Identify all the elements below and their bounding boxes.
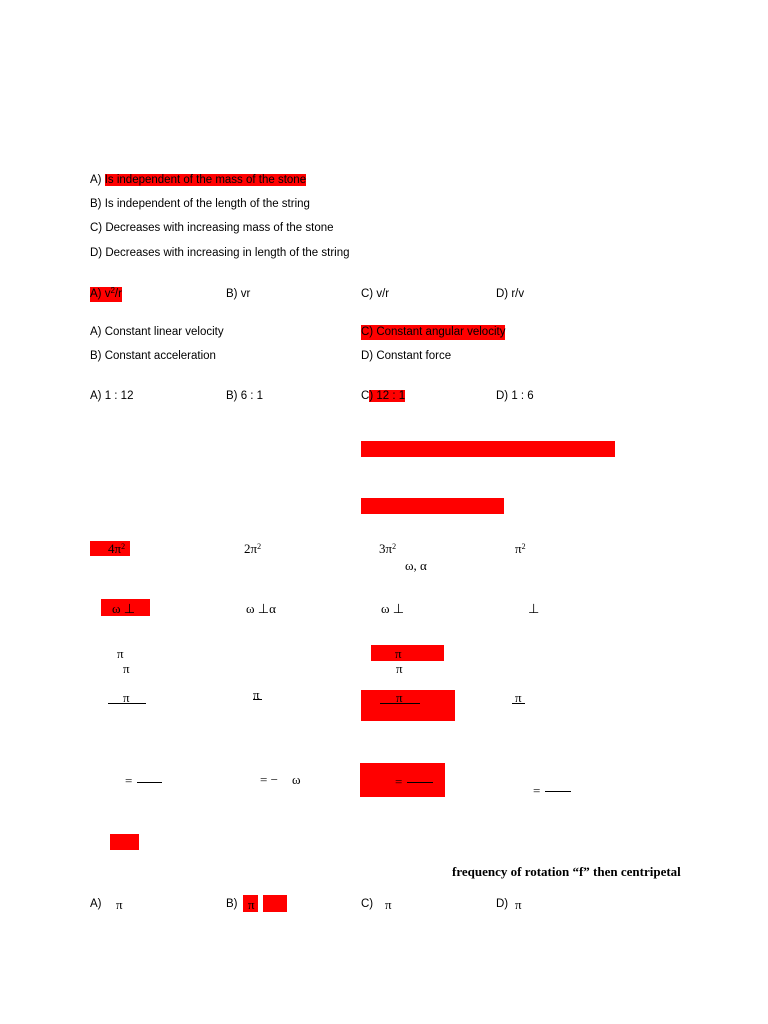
q10-option-a-label: A) bbox=[90, 898, 102, 910]
q8-option-b-pi: π bbox=[253, 687, 260, 702]
q6-option-b: ω ⊥α bbox=[246, 601, 276, 616]
highlight-bar bbox=[110, 834, 139, 850]
q6-option-a: ω ⊥ bbox=[112, 601, 136, 616]
q5-option-a bbox=[90, 541, 130, 556]
q8-option-a-pi: π bbox=[123, 690, 130, 705]
q1-option-a-answer: Is independent of the mass of the stone bbox=[104, 174, 307, 186]
q10-option-a-pi: π bbox=[116, 897, 123, 912]
q5-option-b-main: 2π bbox=[244, 541, 258, 556]
q2-option-c: C) v/r bbox=[361, 288, 390, 300]
q5-option-a-main: 4π bbox=[108, 541, 122, 556]
highlight-bar bbox=[361, 441, 615, 457]
q1-option-a bbox=[90, 173, 306, 188]
q8-option-c-pi: π bbox=[396, 690, 403, 705]
q5-option-c-exp: 2 bbox=[392, 542, 397, 551]
q7-option-a-pi: π bbox=[117, 646, 124, 661]
q8-option-d-pi: π bbox=[515, 690, 522, 705]
q10-option-b-pi: π bbox=[248, 897, 255, 912]
q1-option-b: B) Is independent of the length of the string bbox=[90, 198, 310, 210]
q7-option-c-pi: π bbox=[395, 646, 402, 661]
q5-option-d-main: π bbox=[515, 541, 522, 556]
q10-option-b-label: B) bbox=[226, 898, 238, 910]
fraction-line bbox=[137, 782, 162, 783]
q10-option-c-pi: π bbox=[385, 897, 392, 912]
q6-option-d: ⊥ bbox=[528, 601, 540, 616]
q9-option-b-omega: ω bbox=[292, 772, 301, 787]
q4-option-c-answer: ) 12 : 1 bbox=[369, 390, 406, 402]
q10-stem: frequency of rotation “f” then centripetal bbox=[452, 864, 681, 879]
fraction-line bbox=[512, 703, 525, 704]
q1-option-a-label: A) bbox=[90, 174, 105, 186]
highlight-bar bbox=[361, 498, 504, 514]
q6-stem-symbols: ω, α bbox=[405, 558, 427, 573]
fraction-line bbox=[253, 699, 262, 700]
q5-option-b-exp: 2 bbox=[257, 542, 262, 551]
fraction-line bbox=[407, 782, 433, 783]
q5-option-c bbox=[379, 541, 396, 556]
q9-option-c-highlight bbox=[360, 763, 445, 797]
q7-option-c-highlight bbox=[371, 645, 444, 661]
q3-option-c: C) Constant angular velocity bbox=[361, 326, 506, 338]
q2-option-a bbox=[90, 287, 122, 302]
q1-option-c: C) Decreases with increasing mass of the stone bbox=[90, 222, 334, 234]
q7-option-a-pi: π bbox=[123, 661, 130, 676]
q10-option-b-highlight bbox=[263, 895, 287, 912]
q4-option-c bbox=[361, 389, 405, 404]
fraction-line bbox=[380, 703, 420, 704]
q5-option-c-main: 3π bbox=[379, 541, 393, 556]
q4-option-a: A) 1 : 12 bbox=[90, 390, 134, 402]
q10-option-c-label: C) bbox=[361, 898, 374, 910]
q9-option-c-equals: = bbox=[395, 774, 403, 789]
q4-option-b: B) 6 : 1 bbox=[226, 390, 264, 402]
q3-option-b: B) Constant acceleration bbox=[90, 350, 216, 362]
q3-option-a: A) Constant linear velocity bbox=[90, 326, 224, 338]
q5-option-b bbox=[244, 541, 261, 556]
q10-option-d-label: D) bbox=[496, 898, 509, 910]
q3-option-d: D) Constant force bbox=[361, 350, 452, 362]
q7-option-c-pi: π bbox=[396, 661, 403, 676]
q2-option-a-exp: 2 bbox=[110, 286, 115, 295]
q8-option-c-highlight bbox=[361, 690, 455, 721]
q2-option-a-tail: /r bbox=[114, 288, 122, 300]
q6-option-c: ω ⊥ bbox=[381, 601, 405, 616]
q2-option-b: B) vr bbox=[226, 288, 251, 300]
q9-option-d-equals: = bbox=[533, 783, 541, 798]
q2-option-d: D) r/v bbox=[496, 288, 525, 300]
q2-option-a-main: A) v bbox=[90, 288, 111, 300]
q1-option-d: D) Decreases with increasing in length of the string bbox=[90, 247, 350, 259]
q9-option-a-equals: = bbox=[125, 773, 133, 788]
q4-option-d: D) 1 : 6 bbox=[496, 390, 534, 402]
q5-option-d-exp: 2 bbox=[521, 542, 526, 551]
fraction-line bbox=[545, 791, 571, 792]
q5-option-a-exp: 2 bbox=[121, 542, 126, 551]
q10-option-d-pi: π bbox=[515, 897, 522, 912]
fraction-line bbox=[108, 703, 146, 704]
q9-option-b-equals: = − bbox=[260, 772, 278, 787]
q4-option-c-label: C bbox=[361, 390, 370, 402]
q5-option-d bbox=[515, 541, 526, 556]
